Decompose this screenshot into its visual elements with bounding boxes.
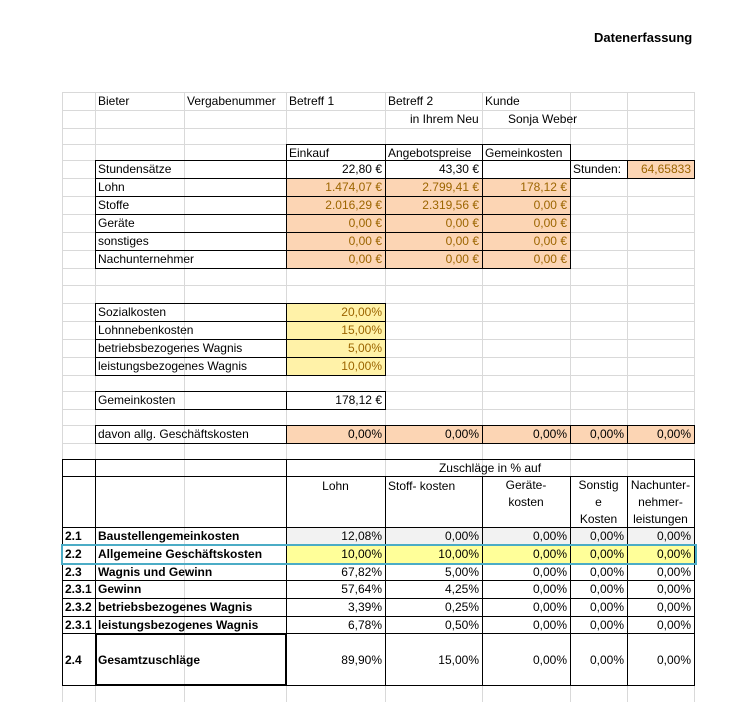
- cost-row-angebot[interactable]: 0,00 €: [445, 216, 479, 230]
- row-num: 2.4: [65, 653, 82, 667]
- row-stoff[interactable]: 4,25%: [444, 582, 479, 596]
- cost-row-gemein[interactable]: 0,00 €: [533, 234, 567, 248]
- cost-row-einkauf[interactable]: 2.016,29 €: [325, 198, 382, 212]
- row-num: 2.3: [65, 565, 82, 579]
- cost-row-angebot[interactable]: 2.799,41 €: [422, 180, 479, 194]
- row-label: Baustellengemeinkosten: [98, 529, 240, 543]
- row-geraete[interactable]: 0,00%: [532, 582, 567, 596]
- row-lohn[interactable]: 89,90%: [341, 653, 382, 667]
- row-label: Allgemeine Geschäftskosten: [98, 547, 263, 561]
- cost-row-einkauf[interactable]: 1.474,07 €: [325, 180, 382, 194]
- row-label: betriebsbezogenes Wagnis: [98, 600, 253, 614]
- row-label: Wagnis und Gewinn: [98, 565, 213, 579]
- row-stoff[interactable]: 10,00%: [438, 547, 479, 561]
- stundensaetze-label: Stundensätze: [98, 162, 172, 176]
- gemeinkosten-value[interactable]: 178,12 €: [335, 393, 382, 407]
- row-stoff[interactable]: 0,00%: [444, 529, 479, 543]
- cost-row-einkauf[interactable]: 0,00 €: [348, 252, 382, 266]
- row-stoff[interactable]: 5,00%: [444, 565, 479, 579]
- col-lohn: Lohn: [322, 479, 349, 493]
- header-kunde: Kunde: [485, 94, 520, 108]
- cost-row-label: Lohn: [98, 180, 125, 194]
- gemeinkosten-label: Gemeinkosten: [98, 393, 176, 407]
- row-num: 2.2: [65, 547, 82, 561]
- cost-row-label: Stoffe: [98, 198, 130, 212]
- col-nachunternehmer: [627, 477, 694, 528]
- geschaeftskosten-label: davon allg. Geschäftskosten: [98, 427, 249, 441]
- col-stoffkosten: Stoff- kosten: [388, 479, 456, 493]
- row-sonst[interactable]: 0,00%: [589, 582, 624, 596]
- row-lohn[interactable]: 6,78%: [347, 618, 382, 632]
- row-sonst[interactable]: 0,00%: [589, 547, 624, 561]
- rate-label: leistungsbezogenes Wagnis: [98, 359, 247, 373]
- col-gemeinkosten: Gemeinkosten: [485, 146, 563, 160]
- header-kunde-name: Sonja Weber: [508, 112, 578, 126]
- geschaeftskosten-value[interactable]: 0,00%: [347, 427, 382, 441]
- cost-row-label: Geräte: [98, 216, 135, 230]
- col-nach-line2: nehmer-: [638, 495, 683, 509]
- page-title: Datenerfassung: [594, 30, 693, 45]
- stundensaetze-einkauf[interactable]: 22,80 €: [341, 162, 382, 176]
- col-sonstige-line3: Kosten: [579, 512, 618, 526]
- row-lohn[interactable]: 57,64%: [341, 582, 382, 596]
- row-nach[interactable]: 0,00%: [656, 582, 691, 596]
- header-vergabenummer: Vergabenummer: [187, 94, 276, 108]
- cost-row-angebot[interactable]: 2.319,56 €: [422, 198, 479, 212]
- cost-row-label: sonstiges: [98, 234, 149, 248]
- cost-row-gemein[interactable]: 178,12 €: [520, 180, 567, 194]
- cost-row-label: Nachunternehmer: [98, 252, 195, 266]
- stunden-value[interactable]: 64,65833: [640, 162, 691, 176]
- row-geraete[interactable]: 0,00%: [532, 653, 567, 667]
- cost-row-angebot[interactable]: 0,00 €: [445, 252, 479, 266]
- row-num: 2.1: [65, 529, 82, 543]
- cost-row-gemein[interactable]: 0,00 €: [533, 252, 567, 266]
- header-betreff2: Betreff 2: [388, 94, 434, 108]
- row-label: Gesamtzuschläge: [98, 653, 201, 667]
- row-selection-outline: [61, 544, 697, 565]
- row-lohn[interactable]: 3,39%: [347, 600, 382, 614]
- geschaeftskosten-value[interactable]: 0,00%: [532, 427, 567, 441]
- rate-label: Lohnnebenkosten: [98, 323, 194, 337]
- zuschlag-header: Zuschläge in % auf: [438, 461, 542, 475]
- row-geraete[interactable]: 0,00%: [532, 529, 567, 543]
- col-geraetekosten: [482, 477, 570, 511]
- geschaeftskosten-value[interactable]: 0,00%: [589, 427, 624, 441]
- row-nach[interactable]: 0,00%: [656, 565, 691, 579]
- row-lohn[interactable]: 12,08%: [341, 529, 382, 543]
- rate-label: Sozialkosten: [98, 305, 167, 319]
- col-nach-line1: Nachunter-: [630, 478, 691, 492]
- row-nach[interactable]: 0,00%: [656, 529, 691, 543]
- cost-row-einkauf[interactable]: 0,00 €: [348, 234, 382, 248]
- cost-row-einkauf[interactable]: 0,00 €: [348, 216, 382, 230]
- rate-value[interactable]: 10,00%: [341, 359, 382, 373]
- rate-label: betriebsbezogenes Wagnis: [98, 341, 243, 355]
- row-nach[interactable]: 0,00%: [656, 653, 691, 667]
- row-stoff[interactable]: 0,50%: [444, 618, 479, 632]
- header-betreff1: Betreff 1: [289, 94, 335, 108]
- row-lohn[interactable]: 10,00%: [341, 547, 382, 561]
- col-sonstige-line2: e: [595, 495, 602, 509]
- row-sonst[interactable]: 0,00%: [589, 565, 624, 579]
- row-label: leistungsbezogenes Wagnis: [98, 618, 259, 632]
- row-num: 2.3.1: [65, 618, 92, 632]
- col-einkauf: Einkauf: [289, 146, 330, 160]
- row-num: 2.3.2: [65, 600, 92, 614]
- col-sonstige: [570, 477, 627, 528]
- row-sonst[interactable]: 0,00%: [589, 529, 624, 543]
- row-nach[interactable]: 0,00%: [656, 600, 691, 614]
- row-geraete[interactable]: 0,00%: [532, 547, 567, 561]
- row-geraete[interactable]: 0,00%: [532, 618, 567, 632]
- row-sonst[interactable]: 0,00%: [589, 600, 624, 614]
- rate-value[interactable]: 15,00%: [341, 323, 382, 337]
- row-stoff[interactable]: 0,25%: [444, 600, 479, 614]
- row-geraete[interactable]: 0,00%: [532, 600, 567, 614]
- col-sonstige-line1: Sonstig: [578, 478, 619, 492]
- row-label: Gewinn: [98, 582, 142, 596]
- header-neu: in Ihrem Neu: [410, 112, 479, 126]
- row-lohn[interactable]: 67,82%: [341, 565, 382, 579]
- cost-row-gemein[interactable]: 0,00 €: [533, 198, 567, 212]
- header-bieter: Bieter: [98, 94, 130, 108]
- cost-row-angebot[interactable]: 0,00 €: [445, 234, 479, 248]
- rate-value[interactable]: 5,00%: [347, 341, 382, 355]
- row-nach[interactable]: 0,00%: [656, 618, 691, 632]
- row-sonst[interactable]: 0,00%: [589, 618, 624, 632]
- geschaeftskosten-value[interactable]: 0,00%: [656, 427, 691, 441]
- row-num: 2.3.1: [65, 582, 92, 596]
- col-nach-line3: leistungen: [633, 512, 688, 526]
- stunden-label: Stunden:: [573, 162, 622, 176]
- cost-row-gemein[interactable]: 0,00 €: [533, 216, 567, 230]
- geschaeftskosten-value[interactable]: 0,00%: [444, 427, 479, 441]
- col-geraetekosten-line1: Geräte-: [505, 478, 547, 492]
- row-stoff[interactable]: 15,00%: [438, 653, 479, 667]
- stundensaetze-angebot[interactable]: 43,30 €: [438, 162, 479, 176]
- col-geraetekosten-line2: kosten: [508, 495, 544, 509]
- rate-value[interactable]: 20,00%: [341, 305, 382, 319]
- row-sonst[interactable]: 0,00%: [589, 653, 624, 667]
- col-angebotspreise: Angebotspreise: [388, 146, 472, 160]
- row-geraete[interactable]: 0,00%: [532, 565, 567, 579]
- row-nach[interactable]: 0,00%: [656, 547, 691, 561]
